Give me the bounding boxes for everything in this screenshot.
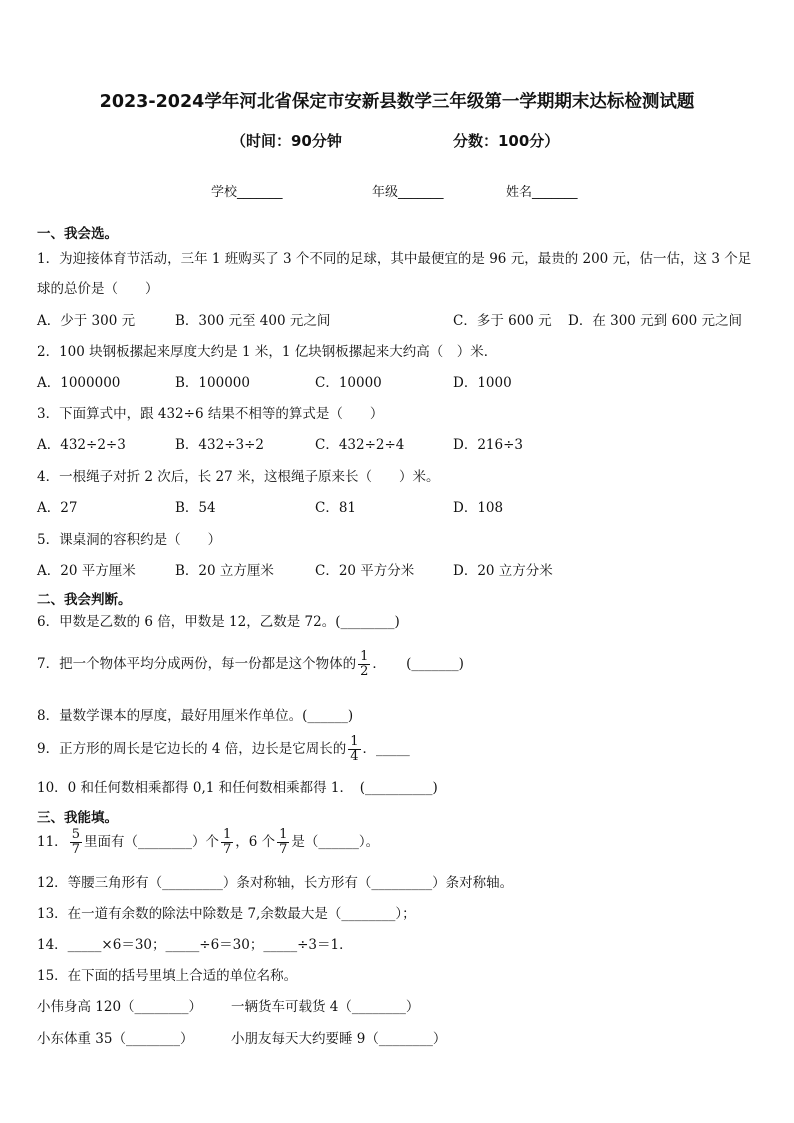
- q11-text-2: ，6 个: [235, 834, 276, 850]
- q5-option-d[interactable]: D．20 立方分米: [453, 563, 553, 579]
- q1-option-b[interactable]: B．300 元至 400 元之间: [175, 313, 331, 329]
- q11-f1-denominator: 7: [71, 842, 80, 857]
- section-heading-fill: 三、我能填。: [37, 810, 118, 826]
- q2-option-d[interactable]: D．1000: [453, 375, 512, 391]
- q5-option-a[interactable]: A．20 平方厘米: [37, 563, 136, 579]
- q9-fraction: [348, 735, 360, 764]
- name-field[interactable]: 姓名_______: [506, 185, 578, 200]
- q5-option-c[interactable]: C．20 平方分米: [315, 563, 415, 579]
- q11-text-3[interactable]: 是（______）。: [291, 834, 380, 850]
- q7-denominator: 2: [360, 664, 369, 679]
- section-heading-judge: 二、我会判断。: [37, 592, 132, 608]
- q15-item-d[interactable]: 小朋友每天大约要睡 9（________）: [231, 1031, 447, 1047]
- question-15: 15．在下面的括号里填上合适的单位名称。: [37, 968, 298, 984]
- question-9: [37, 735, 410, 764]
- q11-number: 11．: [37, 834, 68, 850]
- q4-option-c[interactable]: C．81: [315, 500, 357, 516]
- question-1-line-1: 1．为迎接体育节活动，三年 1 班购买了 3 个不同的足球，其中最便宜的是 96 元，最贵的 200 元，估一估，这 3 个足: [37, 251, 752, 267]
- question-1-line-2: 球的总价是（ ）: [37, 281, 159, 297]
- q7-fraction: [358, 650, 370, 679]
- question-13: 13．在一道有余数的除法中除数是 7,余数最大是（________）；: [37, 906, 416, 922]
- q7-numerator: 1: [360, 649, 369, 664]
- q9-text: 9．正方形的周长是它边长的 4 倍，边长是它周长的: [37, 741, 347, 757]
- q11-f3-denominator: 7: [279, 842, 288, 857]
- q3-option-d[interactable]: D．216÷3: [453, 437, 523, 453]
- page-title: 2023-2024学年河北省保定市安新县数学三年级第一学期期末达标检测试题: [99, 92, 695, 112]
- q2-option-c[interactable]: C．10000: [315, 375, 382, 391]
- q2-option-a[interactable]: A．1000000: [37, 375, 121, 391]
- q11-f2-numerator: 1: [222, 827, 232, 842]
- q3-option-a[interactable]: A．432÷2÷3: [37, 437, 126, 453]
- q11-f1-numerator: 5: [71, 827, 80, 842]
- grade-field[interactable]: 年级_______: [372, 185, 444, 200]
- q11-fraction-3: [277, 828, 289, 857]
- q15-item-a[interactable]: 小伟身高 120（________）: [37, 999, 203, 1015]
- question-2: 2．100 块钢板摞起来厚度大约是 1 米，1 亿块钢板摞起来大约高（ ）米．: [37, 344, 498, 360]
- question-12: 12．等腰三角形有（_________）条对称轴，长方形有（_________）条对称轴。: [37, 875, 514, 891]
- q1-option-a[interactable]: A．少于 300 元: [37, 313, 136, 329]
- q1-option-d[interactable]: D．在 300 元到 600 元之间: [568, 313, 743, 329]
- q1-option-c[interactable]: C．多于 600 元: [453, 313, 552, 329]
- q5-option-b[interactable]: B．20 立方厘米: [175, 563, 274, 579]
- question-14: 14．_____×6＝30；_____÷6＝30；_____÷3＝1．: [37, 937, 353, 953]
- section-heading-choice: 一、我会选。: [37, 226, 118, 242]
- time-limit: （时间：90分钟: [231, 132, 342, 150]
- question-11: [37, 828, 379, 857]
- q11-f3-numerator: 1: [279, 827, 288, 842]
- question-4: 4．一根绳子对折 2 次后，长 27 米，这根绳子原来长（ ）米。: [37, 469, 440, 485]
- q4-option-d[interactable]: D．108: [453, 500, 504, 516]
- q4-option-b[interactable]: B．54: [175, 500, 216, 516]
- q3-option-b[interactable]: B．432÷3÷2: [175, 437, 264, 453]
- question-7: [37, 650, 464, 679]
- total-score: 分数：100分）: [453, 132, 560, 150]
- q15-item-c[interactable]: 小东体重 35（________）: [37, 1031, 194, 1047]
- q2-option-b[interactable]: B．100000: [175, 375, 250, 391]
- question-10: 10．0 和任何数相乘都得 0,1 和任何数相乘都得 1． (__________): [37, 780, 438, 796]
- q11-f2-denominator: 7: [222, 842, 232, 857]
- q15-item-b[interactable]: 一辆货车可载货 4（________）: [231, 999, 420, 1015]
- q3-option-c[interactable]: C．432÷2÷4: [315, 437, 405, 453]
- q11-text-1[interactable]: 里面有（________）个: [83, 834, 219, 850]
- q11-fraction-2: [221, 828, 233, 857]
- question-8: 8．量数学课本的厚度，最好用厘米作单位。(______): [37, 708, 354, 724]
- q11-fraction-1: [70, 828, 82, 857]
- question-5: 5．课桌洞的容积约是（ ）: [37, 532, 222, 548]
- q4-option-a[interactable]: A．27: [37, 500, 78, 516]
- q7-answer-blank[interactable]: ． (_______): [372, 656, 464, 672]
- school-field[interactable]: 学校_______: [211, 185, 283, 200]
- q7-text: 7．把一个物体平均分成两份，每一份都是这个物体的: [37, 656, 357, 672]
- question-6: 6．甲数是乙数的 6 倍，甲数是 12，乙数是 72。(________): [37, 614, 400, 630]
- q9-answer-blank[interactable]: ．_____: [362, 741, 410, 757]
- q9-numerator: 1: [350, 734, 359, 749]
- question-3: 3．下面算式中，跟 432÷6 结果不相等的算式是（ ）: [37, 406, 384, 422]
- q9-denominator: 4: [350, 749, 359, 764]
